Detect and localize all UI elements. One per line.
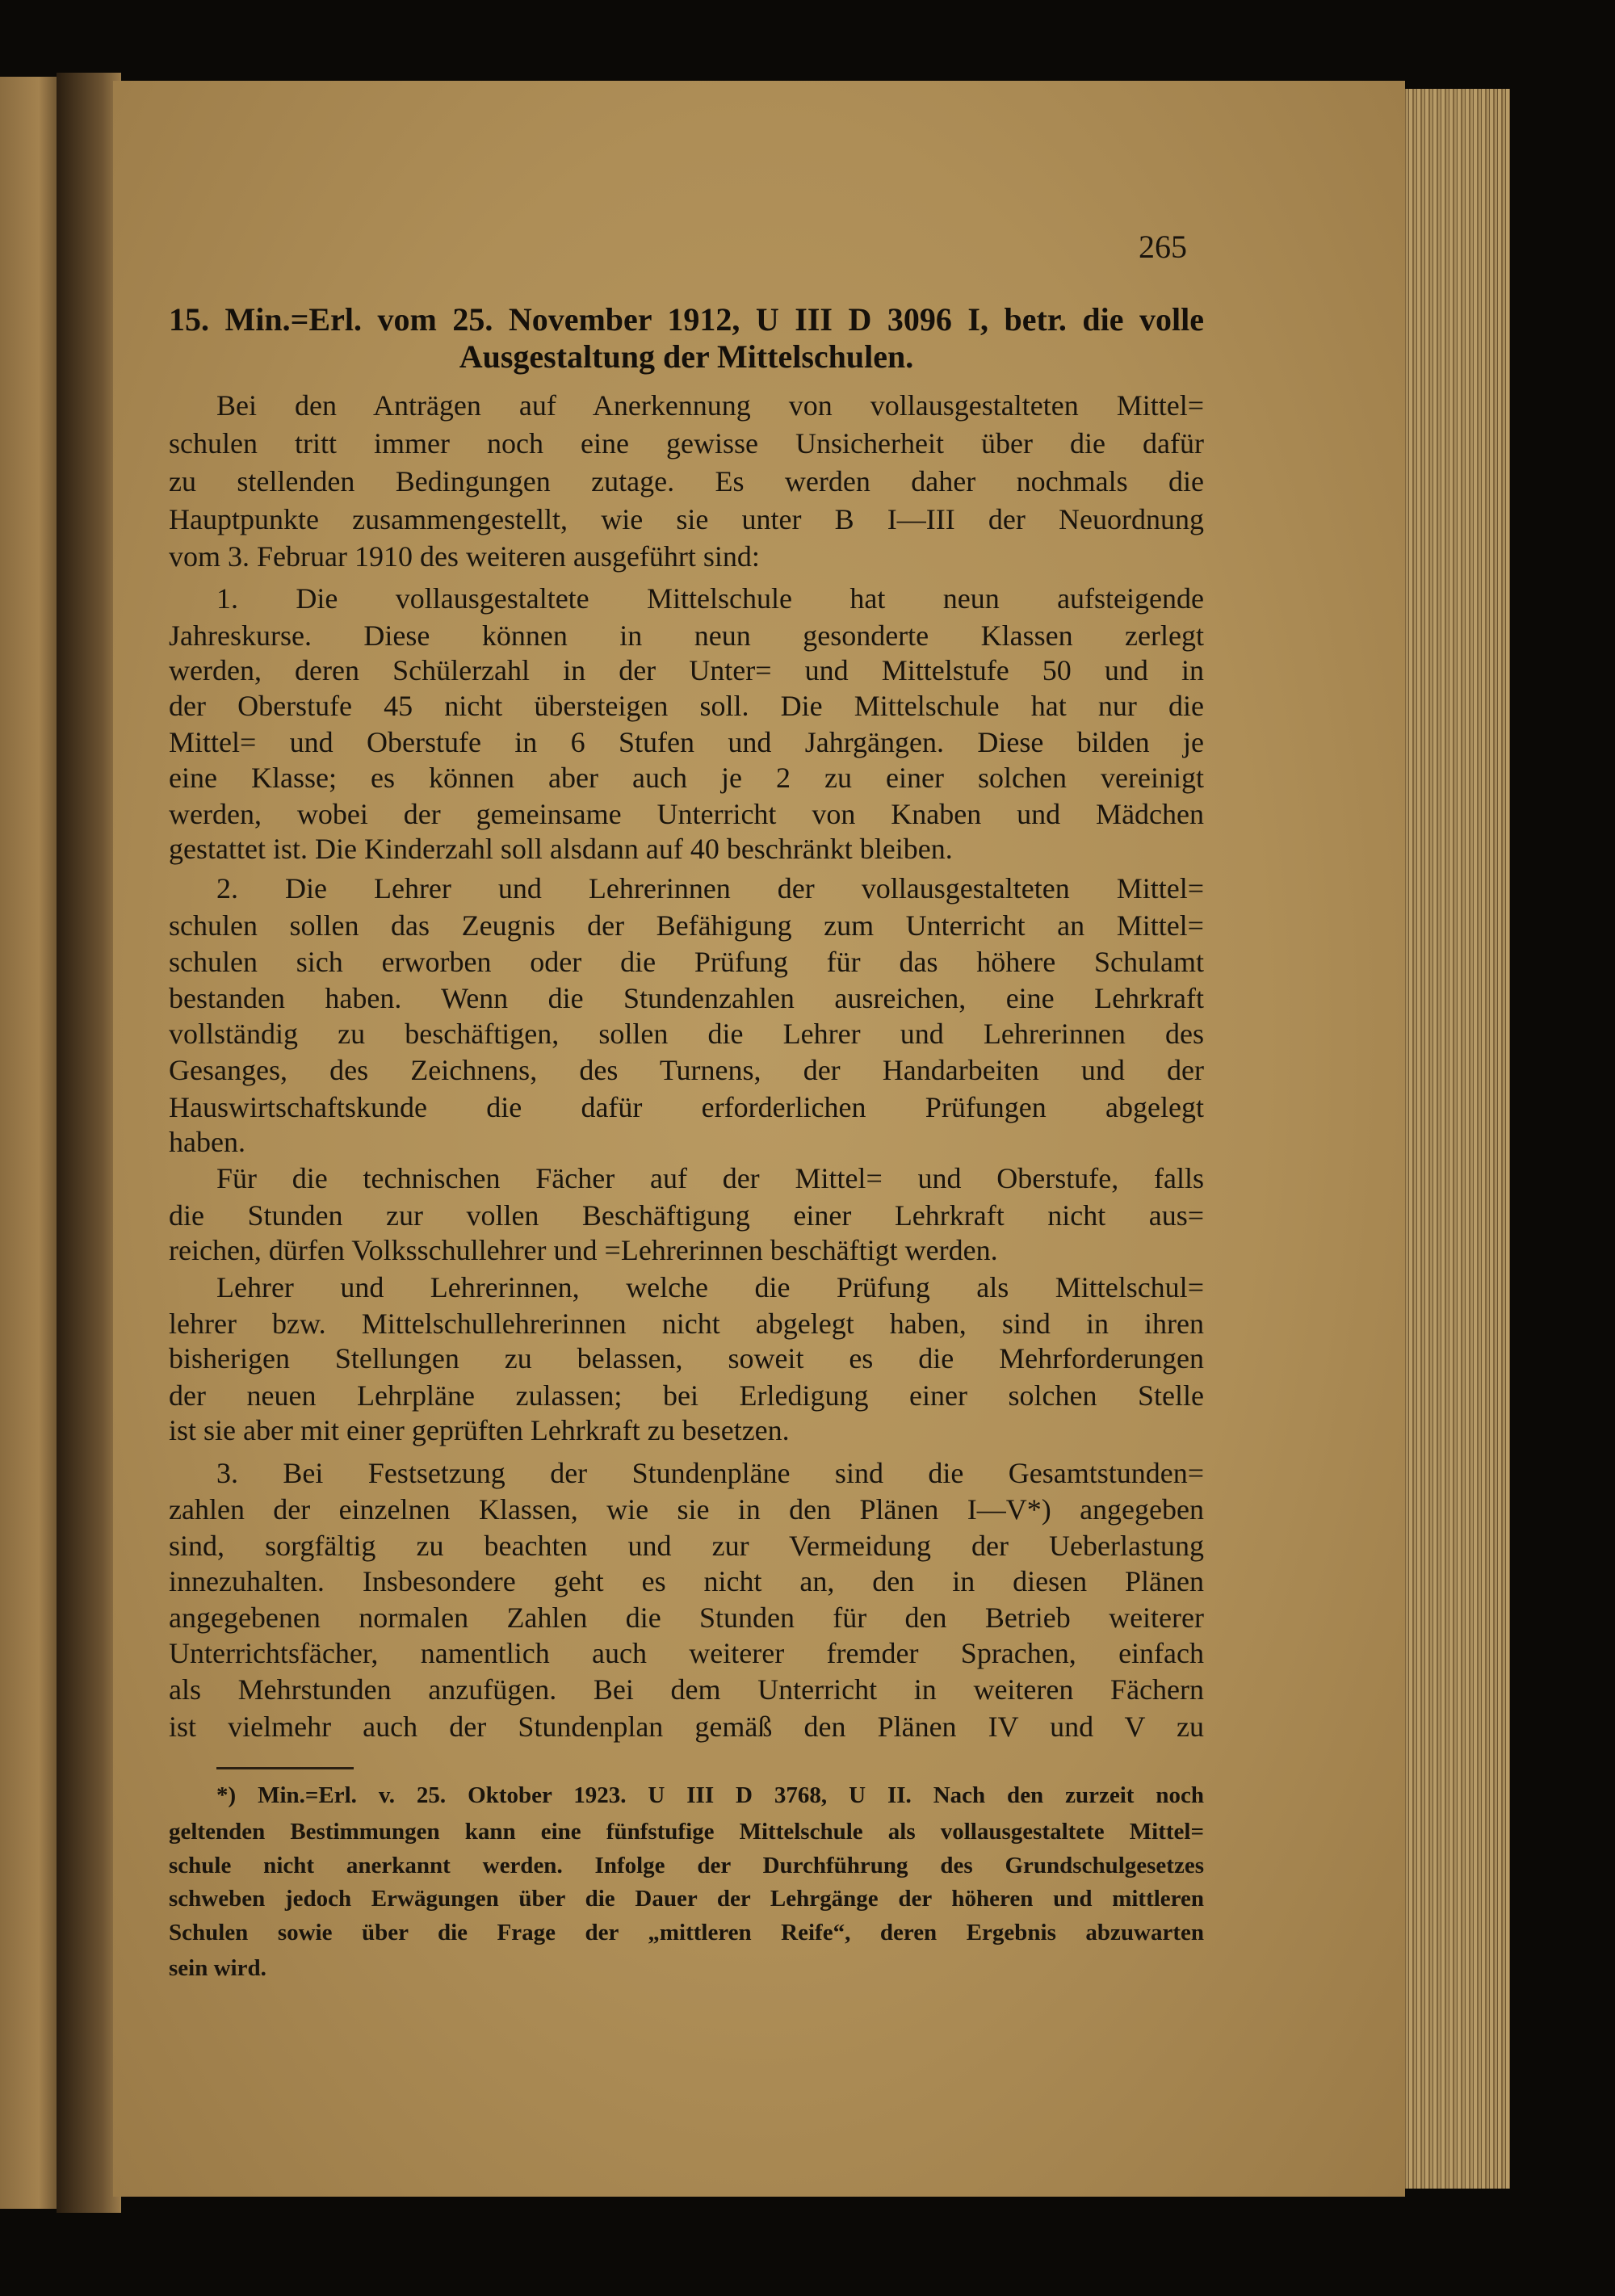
body-line: schulen sich erworben oder die Prüfung für das höhere Schulamt bbox=[169, 946, 1204, 979]
body-line: reichen, dürfen Volksschullehrer und =Lehrerinnen beschäftigt werden. bbox=[169, 1234, 998, 1267]
body-line: schulen tritt immer noch eine gewisse Unsicherheit über die dafür bbox=[169, 427, 1204, 460]
body-line: Gesanges, des Zeichnens, des Turnens, der Handarbeiten und der bbox=[169, 1054, 1204, 1087]
footnote-line: Schulen sowie über die Frage der „mittleren Reife“, deren Ergebnis abzuwarten bbox=[169, 1920, 1204, 1946]
body-line: 3. Bei Festsetzung der Stundenpläne sind die Gesamtstunden= bbox=[216, 1456, 1204, 1489]
body-line: innezuhalten. Insbesondere geht es nicht an, den in diesen Plänen bbox=[169, 1565, 1204, 1597]
body-line: eine Klasse; es können aber auch je 2 zu einer solchen vereinigt bbox=[169, 761, 1204, 794]
body-line: werden, wobei der gemeinsame Unterricht von Knaben und Mädchen bbox=[169, 797, 1204, 830]
body-line: bisherigen Stellungen zu belassen, soweit es die Mehrforderungen bbox=[169, 1342, 1204, 1375]
body-line: zahlen der einzelnen Klassen, wie sie in den Plänen I—V*) angegeben bbox=[169, 1493, 1204, 1526]
body-line: schulen sollen das Zeugnis der Befähigung zum Unterricht an Mittel= bbox=[169, 909, 1204, 942]
body-line: Mittel= und Oberstufe in 6 Stufen und Jahrgängen. Diese bilden je bbox=[169, 726, 1204, 759]
body-line: Bei den Anträgen auf Anerkennung von vollausgestalteten Mittel= bbox=[216, 389, 1204, 422]
body-line: Jahreskurse. Diese können in neun gesonderte Klassen zerlegt bbox=[169, 619, 1204, 652]
body-line: lehrer bzw. Mittelschullehrerinnen nicht abgelegt haben, sind in ihren bbox=[169, 1307, 1204, 1340]
body-line: vollständig zu beschäftigen, sollen die Lehrer und Lehrerinnen des bbox=[169, 1017, 1204, 1050]
book-gutter bbox=[57, 73, 121, 2213]
section-heading-line-2: Ausgestaltung der Mittelschulen. bbox=[459, 338, 914, 375]
body-line: als Mehrstunden anzufügen. Bei dem Unterricht in weiteren Fächern bbox=[169, 1673, 1204, 1706]
body-line: bestanden haben. Wenn die Stundenzahlen ausreichen, eine Lehrkraft bbox=[169, 982, 1204, 1015]
left-page-edge bbox=[0, 77, 65, 2209]
body-line: ist vielmehr auch der Stundenplan gemäß den Plänen IV und V zu bbox=[169, 1710, 1204, 1743]
body-line: werden, deren Schülerzahl in der Unter= und Mittelstufe 50 und in bbox=[169, 654, 1204, 687]
body-line: gestattet ist. Die Kinderzahl soll alsdann auf 40 beschränkt bleiben. bbox=[169, 833, 953, 866]
body-line: Hauswirtschaftskunde die dafür erforderlichen Prüfungen abgelegt bbox=[169, 1090, 1204, 1123]
body-line: ist sie aber mit einer geprüften Lehrkraft zu besetzen. bbox=[169, 1414, 790, 1447]
body-line: haben. bbox=[169, 1126, 245, 1159]
body-line: der neuen Lehrpläne zulassen; bei Erledigung einer solchen Stelle bbox=[169, 1379, 1204, 1412]
body-line: Für die technischen Fächer auf der Mittel= und Oberstufe, falls bbox=[216, 1162, 1204, 1195]
footnote-line: sein wird. bbox=[169, 1954, 266, 1981]
body-line: Lehrer und Lehrerinnen, welche die Prüfung als Mittelschul= bbox=[216, 1270, 1204, 1303]
body-line: die Stunden zur vollen Beschäftigung einer Lehrkraft nicht aus= bbox=[169, 1198, 1204, 1232]
body-line: der Oberstufe 45 nicht übersteigen soll. Die Mittelschule hat nur die bbox=[169, 689, 1204, 722]
body-line: zu stellenden Bedingungen zutage. Es werden daher nochmals die bbox=[169, 465, 1204, 498]
page-stack-edges bbox=[1401, 89, 1510, 2189]
body-line: 2. Die Lehrer und Lehrerinnen der vollausgestalteten Mittel= bbox=[216, 872, 1204, 905]
footnote-line: schule nicht anerkannt werden. Infolge der Durchführung des Grundschulgesetzes bbox=[169, 1852, 1204, 1878]
body-line: vom 3. Februar 1910 des weiteren ausgeführt sind: bbox=[169, 539, 760, 573]
body-line: sind, sorgfältig zu beachten und zur Vermeidung der Ueberlastung bbox=[169, 1530, 1204, 1563]
footnote-rule bbox=[216, 1767, 354, 1769]
footnote-line: *) Min.=Erl. v. 25. Oktober 1923. U III D 3768, U II. Nach den zurzeit noch bbox=[216, 1782, 1204, 1808]
body-line: Hauptpunkte zusammengestellt, wie sie unter B I—III der Neuordnung bbox=[169, 503, 1204, 536]
body-line: angegebenen normalen Zahlen die Stunden für den Betrieb weiterer bbox=[169, 1601, 1204, 1635]
page-number: 265 bbox=[1139, 229, 1187, 265]
body-line: Unterrichtsfächer, namentlich auch weiterer fremder Sprachen, einfach bbox=[169, 1636, 1204, 1669]
section-heading-line-1: 15. Min.=Erl. vom 25. November 1912, U III D 3096 I, betr. die volle bbox=[169, 301, 1204, 338]
body-line: 1. Die vollausgestaltete Mittelschule hat neun aufsteigende bbox=[216, 582, 1204, 615]
footnote-line: geltenden Bestimmungen kann eine fünfstufige Mittelschule als vollausgestaltete Mittel= bbox=[169, 1819, 1204, 1845]
footnote-line: schweben jedoch Erwägungen über die Dauer der Lehrgänge der höheren und mittleren bbox=[169, 1886, 1204, 1912]
